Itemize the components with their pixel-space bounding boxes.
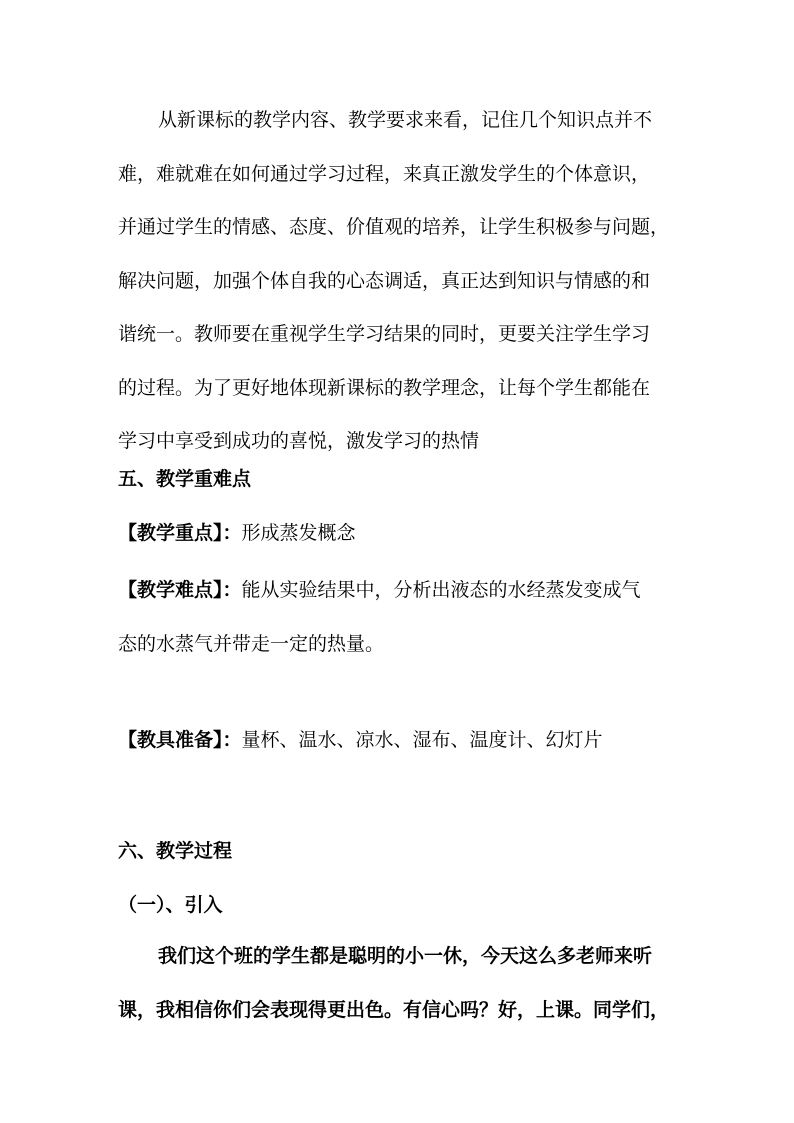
- paragraph-line: 并通过学生的情感、态度、价值观的培养，让学生积极参与问题，: [118, 216, 670, 238]
- paragraph-line: 学习中享受到成功的喜悦，激发学习的热情: [118, 430, 480, 452]
- difficult-point-text: 能从实验结果中，分析出液态的水经蒸发变成气: [241, 579, 641, 601]
- paragraph-line: 难，难就难在如何通过学习过程，来真正激发学生的个体意识，: [118, 162, 651, 185]
- section-heading: 六、教学过程: [118, 840, 233, 862]
- paragraph-line: 课，我相信你们会表现得更出色。有信心吗？好，上课。同学们，: [118, 998, 670, 1021]
- tools-text: 量杯、温水、凉水、湿布、温度计、幻灯片: [241, 729, 603, 751]
- difficult-point-line: [118, 564, 683, 618]
- paragraph-line: 解决问题，加强个体自我的心态调适，真正达到知识与情感的和: [118, 269, 651, 292]
- intro-lesson-paragraph: [118, 930, 683, 1037]
- paragraph-line: 我们这个班的学生都是聪明的小一休，今天这么多老师来听: [158, 945, 653, 967]
- key-point-row: [118, 518, 683, 548]
- key-point-label: 【教学重点】：: [118, 522, 242, 544]
- subsection-heading: （一）、引入: [118, 894, 223, 916]
- paragraph-line: 谐统一。教师要在重视学生学习结果的同时，更要关注学生学习: [118, 323, 651, 345]
- difficult-point-label: 【教学难点】：: [118, 579, 242, 601]
- intro-paragraph: [118, 94, 683, 469]
- difficult-point-block: [118, 564, 683, 671]
- tools-label: 【教具准备】：: [118, 729, 242, 751]
- tools-row: [118, 725, 683, 755]
- paragraph-line: 从新课标的教学内容、教学要求来看，记住几个知识点并不: [158, 109, 653, 131]
- section-heading: 五、教学重难点: [118, 468, 252, 490]
- paragraph-line: 的过程。为了更好地体现新课标的教学理念，让每个学生都能在: [118, 376, 651, 399]
- difficult-point-line: 态的水蒸气并带走一定的热量。: [118, 632, 385, 655]
- key-point-text: 形成蒸发概念: [241, 522, 356, 544]
